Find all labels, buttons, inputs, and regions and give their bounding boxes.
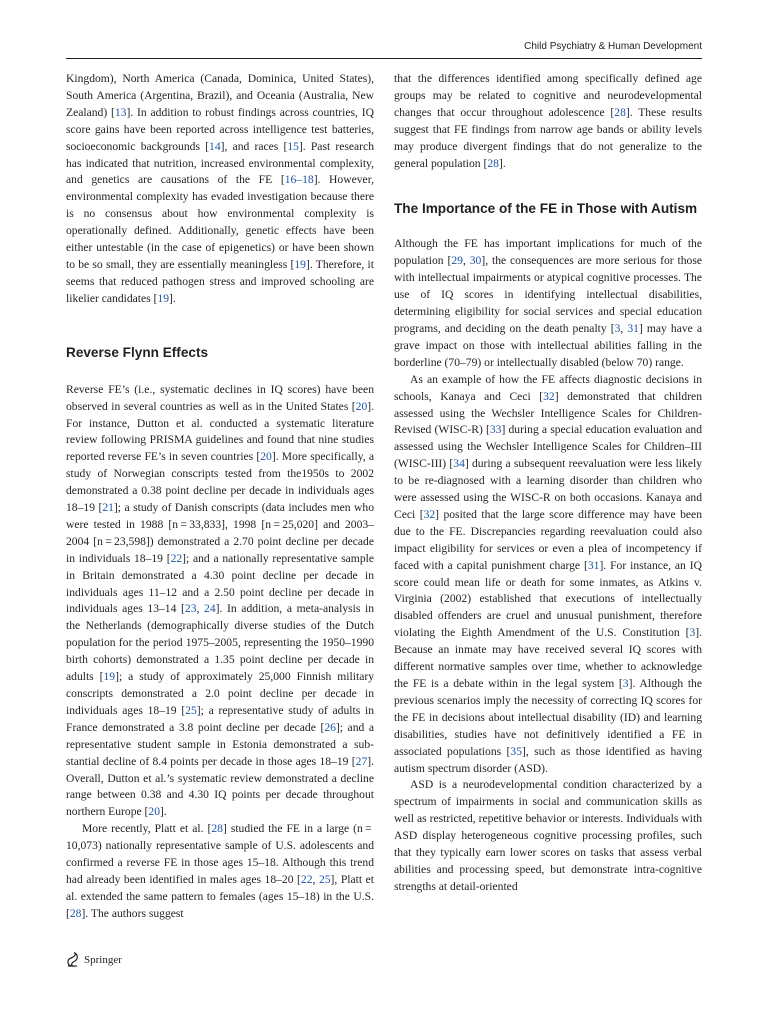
left-column (66, 71, 374, 923)
paragraph-text: ]. For instance, Dutton et al. conducted a systematic literature review following PRISMA guidelines and found that nine studies reported reverse FE’s in seven countries [ (66, 399, 374, 464)
paragraph (66, 382, 374, 822)
paragraph-text: ]; a study of approximately 25,000 Finnish military conscripts demonstrated a 2.0 point decline per decade in individuals ages 18–19 [ (66, 670, 374, 717)
paragraph-text: ]. In addition, a meta-analysis in the Netherlands (demographically diverse studies of the Dutch population for the period 1975–2005, representing the 1950–1990 birth cohorts) demonstrated a 1.35 point decline per decade in adults [ (66, 602, 375, 684)
paragraph-text: , (620, 321, 628, 335)
paragraph-text: ]. Overall, Dutton et al.’s systematic review demonstrated a decline range between 0.38 and 4.30 IQ points per decade throughout northern Europe [ (66, 754, 374, 819)
citation-link[interactable]: 13 (114, 105, 127, 119)
paragraph-text: ]. (160, 805, 167, 819)
paragraph-text: ]. Although the previous scenarios imply the necessity of correcting IQ scores for the FE in decisions about intellectual disability (ID) and learning disabilities, studies have not definitively identified a FE in associated populations [ (394, 677, 702, 758)
paragraph-text: ]. (169, 291, 176, 305)
citation-link[interactable]: 27 (355, 754, 368, 768)
paragraph-text: ]. These results suggest that FE findings from narrow age bands or ability levels may produce divergent findings that do not generalize to the general population [ (394, 105, 702, 170)
section-heading: Reverse Flynn Effects (66, 344, 209, 360)
citation-link[interactable]: 21 (102, 501, 114, 515)
paragraph-text: ]; a representative study of adults in France demonstrated a 3.8 point decline per decade [ (66, 703, 374, 734)
paragraph-text: that the differences identified among specifically defined age groups may be related to cognitive and neurodevelopmental changes that occur throughout adolescence [ (394, 72, 702, 119)
section-heading: The Importance of the FE in Those with Autism (394, 201, 698, 217)
paragraph (66, 821, 374, 922)
paragraph-text: , (196, 602, 205, 616)
paragraph (394, 372, 702, 778)
paragraph (394, 777, 702, 895)
citation-link[interactable]: 24 (204, 602, 216, 616)
citation-link[interactable]: 19 (103, 670, 116, 684)
paragraph-text: ]; and a nationally representative sample in Britain demonstrated a 4.30 point decline per decade in individuals ages 11–12 and a 2.50 point decline per decade in individuals ages 13–14 [ (66, 551, 374, 616)
citation-link[interactable]: 20 (355, 399, 368, 413)
publisher-name: Springer (84, 953, 122, 966)
citation-link[interactable]: 35 (510, 744, 522, 758)
paragraph-text: Although the FE has important implications for much of the population [ (394, 237, 702, 268)
paragraph-text: ], Platt et al. extended the same pattern to females (ages 15–18) in the U.S.[ (66, 872, 374, 920)
citation-link[interactable]: 3 (614, 321, 621, 335)
citation-link[interactable]: 30 (469, 254, 482, 268)
citation-link[interactable]: 28 (69, 906, 82, 920)
springer-logo-icon (66, 952, 80, 967)
paragraph-text: Reverse FE’s (i.e., systematic declines in IQ scores) have been observed in several countries as well as in the United States [ (66, 382, 374, 413)
paragraph-text: ] studied the FE in a large (n = 10,073) nationally representative sample of U.S. adolescents and confirmed a reverse FE in those ages 15–18. Although this trend had already been identified in males ages 18–20 [ (66, 822, 374, 886)
paragraph-text: As an example of how the FE affects diagnostic decisions in schools, Kanaya and Ceci [ (394, 372, 702, 403)
citation-link[interactable]: 15 (287, 139, 299, 153)
paragraph-text: ]. Past research has indicated that nutrition, increased environmental complexity, and genetics are causations of the FE [ (66, 139, 374, 187)
citation-link[interactable]: 19 (157, 291, 170, 305)
citation-link[interactable]: 3 (622, 677, 629, 690)
citation-link[interactable]: 28 (211, 822, 223, 836)
paragraph-text: ] during a special education evaluation and assessed using the Wechsler Intelligence Scales for Children–III (WISC-III) [ (394, 423, 703, 471)
journal-title: Child Psychiatry & Human Development (524, 41, 702, 52)
citation-link[interactable]: 25 (185, 703, 197, 717)
paragraph-text: ]. Therefore, it seems that reduced pathogen stress and improved schooling are likelier candidates [ (66, 257, 374, 305)
paragraph-text: ], the consequences are more serious for those with intellectual impairments or atypical cognitive processes. The use of IQ scores in identifying intellectual disabilities, determining eligibility for social services and special education programs, and deciding on the death penalty [ (394, 254, 703, 335)
paragraph-text: ]. However, environmental complexity has evaded investigation because there is no consensus about how environmental complexity is operationally defined. Additionally, genetic effects have been either untestable (in the case of epigenetics) or have been shown to be so small, they are essentially meaningless [ (66, 173, 374, 271)
paragraph-text: Kingdom), North America (Canada, Dominica, United States), South America (Argentina, Brazil), and Oceania (Australia, New Zealand) [ (66, 72, 374, 119)
citation-link[interactable]: 28 (487, 156, 499, 170)
citation-link[interactable]: 20 (260, 450, 272, 464)
paragraph-text: , (312, 872, 319, 886)
paragraph-text: ]; and a representative student sample in Estonia demonstrated a substantial decline of 8.4 points per decade in those ages 18–19 [ (66, 720, 375, 768)
citation-link[interactable]: 25 (318, 872, 331, 886)
citation-link[interactable]: 34 (453, 457, 465, 471)
paragraph-text: ] may have a grave impact on those with intellectual abilities falling in the borderline (70–79) or intellectually disabled (below 70) range. (394, 321, 702, 369)
paragraph-text: ]. In addition to robust findings across countries, IQ score gains have been reported across intelligence test batteries, socioeconomic backgrounds [ (66, 105, 374, 153)
paragraph-text: ], such as those identified as having autism spectrum disorder (ASD). (394, 744, 703, 775)
paragraph-text: ]. For instance, an IQ score could mean life or death for some inmates, as Atkins v. Virginia (2002) established that executions of intellectually disabled offenders are cruel and unusual punishment, therefore violating the Eighth Amendment of the U.S. Constitution [ (394, 558, 702, 640)
citation-link[interactable]: 31 (587, 558, 600, 572)
citation-link[interactable]: 22 (170, 551, 183, 565)
citation-link[interactable]: 29 (451, 254, 463, 268)
header-rule (66, 58, 702, 59)
paragraph-text: ]. The authors suggest (81, 906, 184, 920)
citation-link[interactable]: 33 (489, 423, 502, 437)
citation-link[interactable]: 32 (543, 389, 555, 403)
citation-link[interactable]: 19 (294, 257, 306, 271)
citation-link[interactable]: 16–18 (284, 173, 314, 187)
citation-link[interactable]: 28 (614, 105, 626, 119)
paragraph (66, 71, 374, 308)
paragraph-text: ]; a study of Danish conscripts (data includes men who were tested in 1988 [n = 33,833], 1998 [n = 25,020] and 2003–2004 [n = 23,598]) demonstrated a 2.70 point decline per decade in individuals 18–19 [ (66, 501, 374, 565)
paragraph-text: , (462, 254, 470, 268)
citation-link[interactable]: 20 (148, 805, 161, 819)
right-column (394, 71, 702, 896)
page-footer (66, 952, 122, 967)
paragraph-text: ] demonstrated that children assessed using the Wechsler Intelligence Scales for Children-Revised (WISC-R) [ (394, 389, 702, 437)
citation-link[interactable]: 14 (209, 139, 221, 153)
citation-link[interactable]: 23 (184, 602, 197, 616)
citation-link[interactable]: 22 (300, 872, 313, 886)
citation-link[interactable]: 32 (423, 507, 436, 521)
citation-link[interactable]: 26 (324, 720, 336, 734)
paragraph-text: ]. (498, 156, 506, 170)
citation-link[interactable]: 3 (689, 626, 696, 640)
paragraph-text: ]. More specifically, a study of Norwegian conscripts tested from the1950s to 2002 demonstrated a 0.38 point decline per decade in individuals ages 18–19 [ (66, 450, 374, 515)
paragraph (394, 236, 702, 371)
paragraph-text: ] posited that the large score difference may have been due to the FE. Discrepancies regarding reevaluation could also impact eligibility for services or even a plea of incompetency if faced with a capital punishment charge [ (394, 507, 702, 572)
paragraph (394, 71, 702, 172)
paragraph-text: More recently, Platt et al. [ (82, 822, 212, 836)
paragraph-text: ] during a subsequent reevaluation were less likely to be re-diagnosed with a learning disorder than children who were assessed using the WISC-R on both occasions. Kanaya and Ceci [ (394, 457, 702, 521)
paragraph-text: ASD is a neurodevelopmental condition characterized by a spectrum of impairments in social and communication skills as well as restricted, repetitive behavior or interests. Individuals with ASD display heterogeneous cognitive processing profiles, such that they typically earn lower scores on tasks that assess verbal abilities and processing speed, but demonstrate intra-cognitive strengths at detail-oriented (394, 778, 702, 893)
citation-link[interactable]: 31 (627, 321, 639, 335)
paragraph-text: ], and races [ (220, 139, 288, 153)
paragraph-text: ]. Because an inmate may have received several IQ scores with different normative samples over time, whether to acknowledge the FE is a debate within in the legal system [ (394, 626, 702, 690)
